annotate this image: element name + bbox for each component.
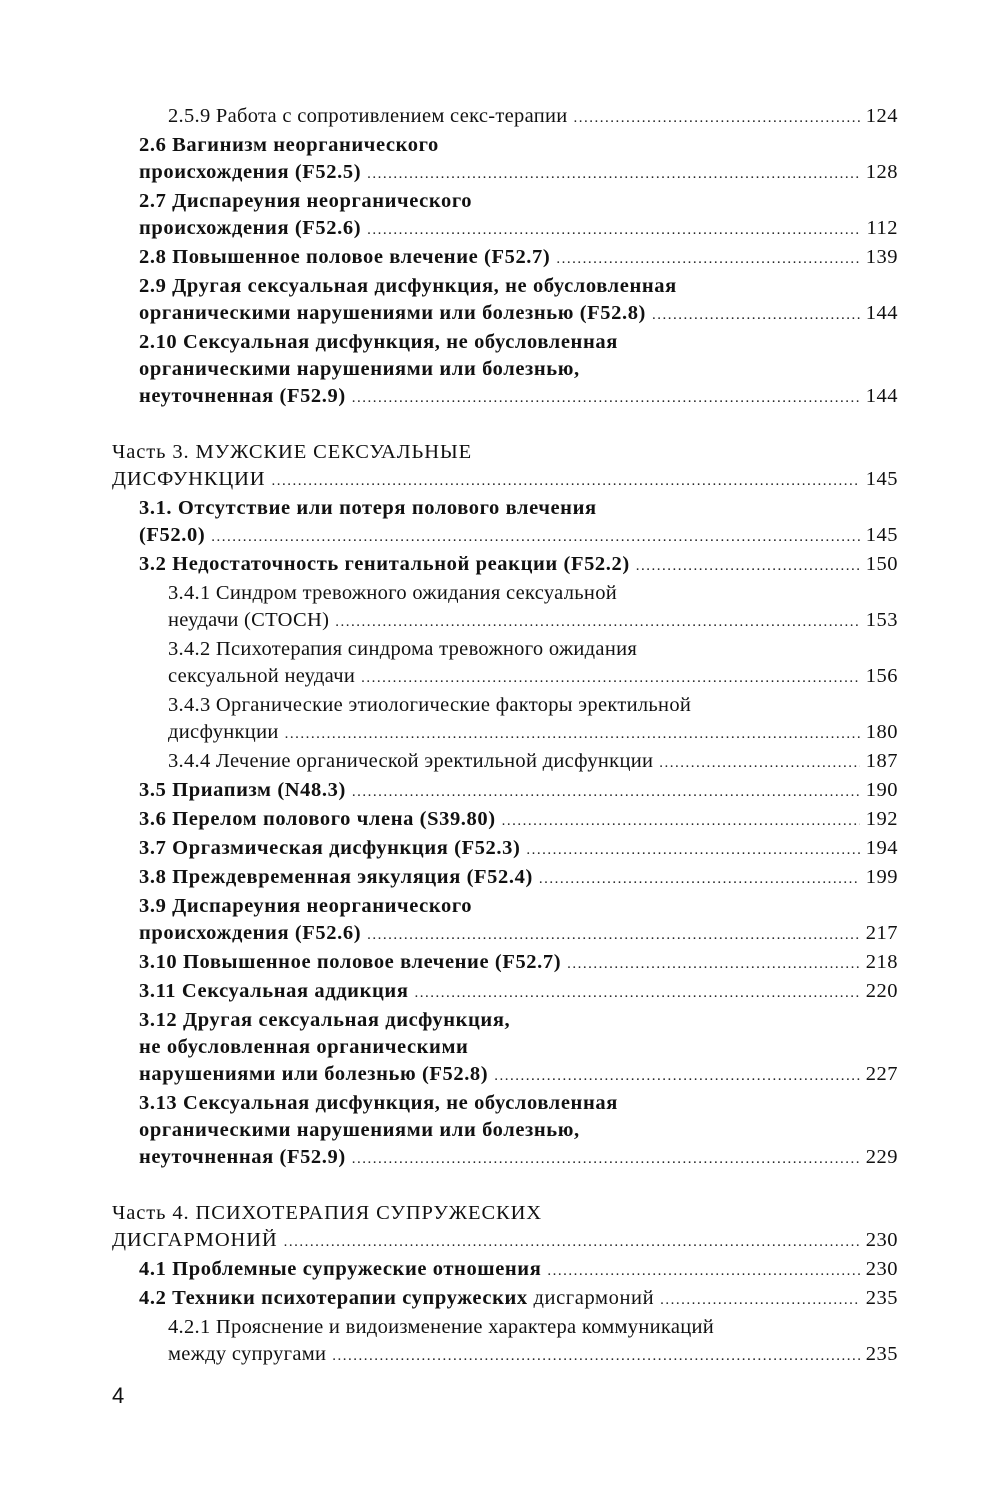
toc-page-number: 227 <box>865 1063 898 1085</box>
toc-entry-line <box>139 1144 898 1173</box>
toc-entry-title: 2.9 Другая сексуальная дисфункция, не обусловленная <box>139 275 677 297</box>
toc-entry <box>112 777 898 806</box>
dot-leader <box>567 951 860 978</box>
toc-entry-title: 2.5.9 Работа с сопротивлением секс-терапии <box>168 105 568 127</box>
toc-page-number: 124 <box>865 105 898 127</box>
toc-page-number: 187 <box>865 750 898 772</box>
toc-entry <box>112 188 898 244</box>
toc-entry-title: Часть 3. МУЖСКИЕ СЕКСУАЛЬНЫЕ <box>112 441 473 463</box>
toc-entry-line <box>139 356 898 383</box>
toc-entry-title: 3.4.2 Психотерапия синдрома тревожного ожидания <box>168 638 638 660</box>
toc-entry <box>112 1314 898 1370</box>
toc-entry-line <box>139 1090 898 1117</box>
dot-leader <box>659 750 859 777</box>
dot-leader <box>494 1063 860 1090</box>
dot-leader <box>352 779 860 806</box>
dot-leader <box>335 609 860 636</box>
toc-entry-title: органическими нарушениями или болезнью, <box>139 1119 580 1141</box>
toc-entry <box>112 329 898 412</box>
toc-entry-title: 3.5 Приапизм (N48.3) <box>139 779 346 801</box>
toc-entry-line <box>139 329 898 356</box>
toc-page-number: 180 <box>865 721 898 743</box>
toc-entry-title: 3.13 Сексуальная дисфункция, не обусловленная <box>139 1092 618 1114</box>
toc-entry-title: между супругами <box>168 1343 327 1365</box>
toc-entry-title-tail: дисгармоний <box>527 1287 655 1309</box>
toc-entry-title: 3.10 Повышенное половое влечение (F52.7) <box>139 951 562 973</box>
dot-leader <box>284 1229 860 1256</box>
toc-page-number: 190 <box>865 779 898 801</box>
toc-entry-line <box>139 1034 898 1061</box>
dot-leader <box>526 837 859 864</box>
dot-leader <box>332 1343 859 1370</box>
toc-entry-title: ДИСГАРМОНИЙ <box>112 1229 278 1251</box>
toc-entry-title: 3.9 Диспареуния неорганического <box>139 895 473 917</box>
toc-entry-title: дисфункции <box>168 721 279 743</box>
toc-entry <box>112 1007 898 1090</box>
toc-entry-title: ДИСФУНКЦИИ <box>112 468 266 490</box>
toc-entry-line <box>139 949 898 978</box>
toc-entry-line <box>139 1061 898 1090</box>
toc-entry-title: нарушениями или болезнью (F52.8) <box>139 1063 489 1085</box>
toc-entry <box>112 439 898 495</box>
dot-leader <box>367 161 860 188</box>
toc-entry-line <box>139 806 898 835</box>
dot-leader <box>574 105 860 132</box>
dot-leader <box>272 468 860 495</box>
dot-leader <box>352 1146 860 1173</box>
toc-page-number: 229 <box>865 1146 898 1168</box>
dot-leader <box>636 553 860 580</box>
dot-leader <box>367 922 860 949</box>
toc-entry-title: 3.4.1 Синдром тревожного ожидания сексуальной <box>168 582 618 604</box>
toc-page-number: 144 <box>865 385 898 407</box>
toc-entry <box>112 132 898 188</box>
dot-leader <box>285 721 860 748</box>
toc-entry <box>112 580 898 636</box>
toc-entry <box>112 495 898 551</box>
dot-leader <box>367 217 860 244</box>
toc-entry <box>112 244 898 273</box>
toc-entry <box>112 748 898 777</box>
toc-entry-line <box>139 1285 898 1314</box>
toc-entry-title: 2.6 Вагинизм неорганического <box>139 134 439 156</box>
toc-entry-line <box>139 188 898 215</box>
toc-entry-title: 3.1. Отсутствие или потеря полового влечения <box>139 497 597 519</box>
toc-entry-line <box>112 1200 898 1227</box>
toc-entry-title: происхождения (F52.6) <box>139 217 362 239</box>
toc-entry <box>112 949 898 978</box>
toc-page-number: 192 <box>865 808 898 830</box>
toc-entry <box>112 978 898 1007</box>
toc-entry-title: неуточненная (F52.9) <box>139 385 346 407</box>
toc-entry-line <box>112 466 898 495</box>
toc-entry <box>112 1285 898 1314</box>
toc-entry <box>112 103 898 132</box>
toc-entry-line <box>139 159 898 188</box>
toc-entry <box>112 636 898 692</box>
toc-entry-title: 2.8 Повышенное половое влечение (F52.7) <box>139 246 551 268</box>
toc-page-number: 194 <box>865 837 898 859</box>
toc-entry-line <box>139 383 898 412</box>
toc-entry-title: сексуальной неудачи <box>168 665 356 687</box>
toc-entry-title: 4.1 Проблемные супружеские отношения <box>139 1258 542 1280</box>
toc-entry-line <box>112 439 898 466</box>
toc-entry-line <box>168 748 898 777</box>
toc-entry-line <box>168 607 898 636</box>
toc-entry-title: происхождения (F52.5) <box>139 161 362 183</box>
dot-leader <box>652 302 860 329</box>
toc-entry-title: (F52.0) <box>139 524 206 546</box>
toc-entry-line <box>139 273 898 300</box>
toc-entry-line <box>139 1256 898 1285</box>
toc-entry-line <box>168 692 898 719</box>
table-of-contents <box>112 103 898 1370</box>
dot-leader <box>660 1287 860 1314</box>
toc-page-number: 145 <box>865 468 898 490</box>
toc-entry-line <box>139 864 898 893</box>
toc-entry-line <box>139 522 898 551</box>
toc-entry <box>112 1256 898 1285</box>
toc-entry-line <box>168 636 898 663</box>
toc-page-number: 217 <box>865 922 898 944</box>
toc-entry-line <box>139 978 898 1007</box>
toc-entry-title: 3.11 Сексуальная аддикция <box>139 980 409 1002</box>
dot-leader <box>415 980 860 1007</box>
toc-entry-title: органическими нарушениями или болезнью, <box>139 358 580 380</box>
toc-entry-line <box>139 777 898 806</box>
toc-page-number: 218 <box>865 951 898 973</box>
dot-leader <box>502 808 860 835</box>
toc-entry-title: 3.4.4 Лечение органической эректильной дисфункции <box>168 750 654 772</box>
toc-entry-title: неудачи (СТОСН) <box>168 609 330 631</box>
dot-leader <box>539 866 860 893</box>
toc-entry-title: 3.12 Другая сексуальная дисфункция, <box>139 1009 511 1031</box>
toc-entry <box>112 551 898 580</box>
toc-page-number: 235 <box>865 1287 898 1309</box>
toc-entry-title: 3.6 Перелом полового члена (S39.80) <box>139 808 496 830</box>
toc-entry-line <box>112 1227 898 1256</box>
dot-leader <box>556 246 859 273</box>
toc-entry-line <box>168 663 898 692</box>
toc-entry-line <box>168 1341 898 1370</box>
toc-entry-title: 3.4.3 Органические этиологические факторы эректильной <box>168 694 692 716</box>
toc-page-number: 230 <box>865 1229 898 1251</box>
toc-entry <box>112 1090 898 1173</box>
toc-page-number: 139 <box>865 246 898 268</box>
toc-page-number: 199 <box>865 866 898 888</box>
toc-entry-title: 2.7 Диспареуния неорганического <box>139 190 473 212</box>
toc-page-number: 128 <box>865 161 898 183</box>
toc-entry <box>112 806 898 835</box>
toc-entry <box>112 835 898 864</box>
dot-leader <box>361 665 860 692</box>
toc-page-number: 235 <box>865 1343 898 1365</box>
toc-entry-line <box>139 551 898 580</box>
toc-page-number: 220 <box>865 980 898 1002</box>
toc-entry-title: 2.10 Сексуальная дисфункция, не обусловленная <box>139 331 618 353</box>
toc-page-number: 156 <box>865 665 898 687</box>
toc-entry-line <box>139 893 898 920</box>
toc-entry-line <box>168 719 898 748</box>
toc-entry-line <box>168 580 898 607</box>
toc-page-number: 230 <box>865 1258 898 1280</box>
toc-entry-title: 3.8 Преждевременная эякуляция (F52.4) <box>139 866 533 888</box>
toc-page-number: 145 <box>865 524 898 546</box>
toc-entry <box>112 1200 898 1256</box>
toc-entry-line <box>139 300 898 329</box>
toc-page-number: 112 <box>866 217 898 239</box>
toc-entry-title: не обусловленная органическими <box>139 1036 469 1058</box>
toc-page-number: 150 <box>865 553 898 575</box>
toc-entry-title: 4.2.1 Прояснение и видоизменение характера коммуникаций <box>168 1316 715 1338</box>
toc-entry <box>112 864 898 893</box>
toc-entry-line <box>139 1117 898 1144</box>
toc-entry <box>112 273 898 329</box>
toc-entry-line <box>168 1314 898 1341</box>
toc-entry <box>112 692 898 748</box>
toc-entry-line <box>139 215 898 244</box>
toc-entry-line <box>139 835 898 864</box>
dot-leader <box>211 524 859 551</box>
toc-entry-title: Часть 4. ПСИХОТЕРАПИЯ СУПРУЖЕСКИХ <box>112 1202 543 1224</box>
dot-leader <box>547 1258 859 1285</box>
toc-entry-line <box>168 103 898 132</box>
toc-entry-line <box>139 495 898 522</box>
toc-entry-title: 3.7 Оргазмическая дисфункция (F52.3) <box>139 837 521 859</box>
page-number: 4 <box>112 1383 125 1408</box>
toc-entry-title: 3.2 Недостаточность генитальной реакции (F52.2) <box>139 553 630 575</box>
toc-entry <box>112 893 898 949</box>
toc-entry-line <box>139 132 898 159</box>
toc-entry-line <box>139 920 898 949</box>
toc-entry-title: неуточненная (F52.9) <box>139 1146 346 1168</box>
toc-entry-title: органическими нарушениями или болезнью (F52.8) <box>139 302 646 324</box>
toc-page-number: 144 <box>865 302 898 324</box>
toc-entry-line <box>139 1007 898 1034</box>
dot-leader <box>352 385 860 412</box>
toc-page-number: 153 <box>865 609 898 631</box>
toc-entry-line <box>139 244 898 273</box>
toc-entry-title: происхождения (F52.6) <box>139 922 362 944</box>
toc-entry-title: 4.2 Техники психотерапии супружеских <box>139 1287 528 1309</box>
